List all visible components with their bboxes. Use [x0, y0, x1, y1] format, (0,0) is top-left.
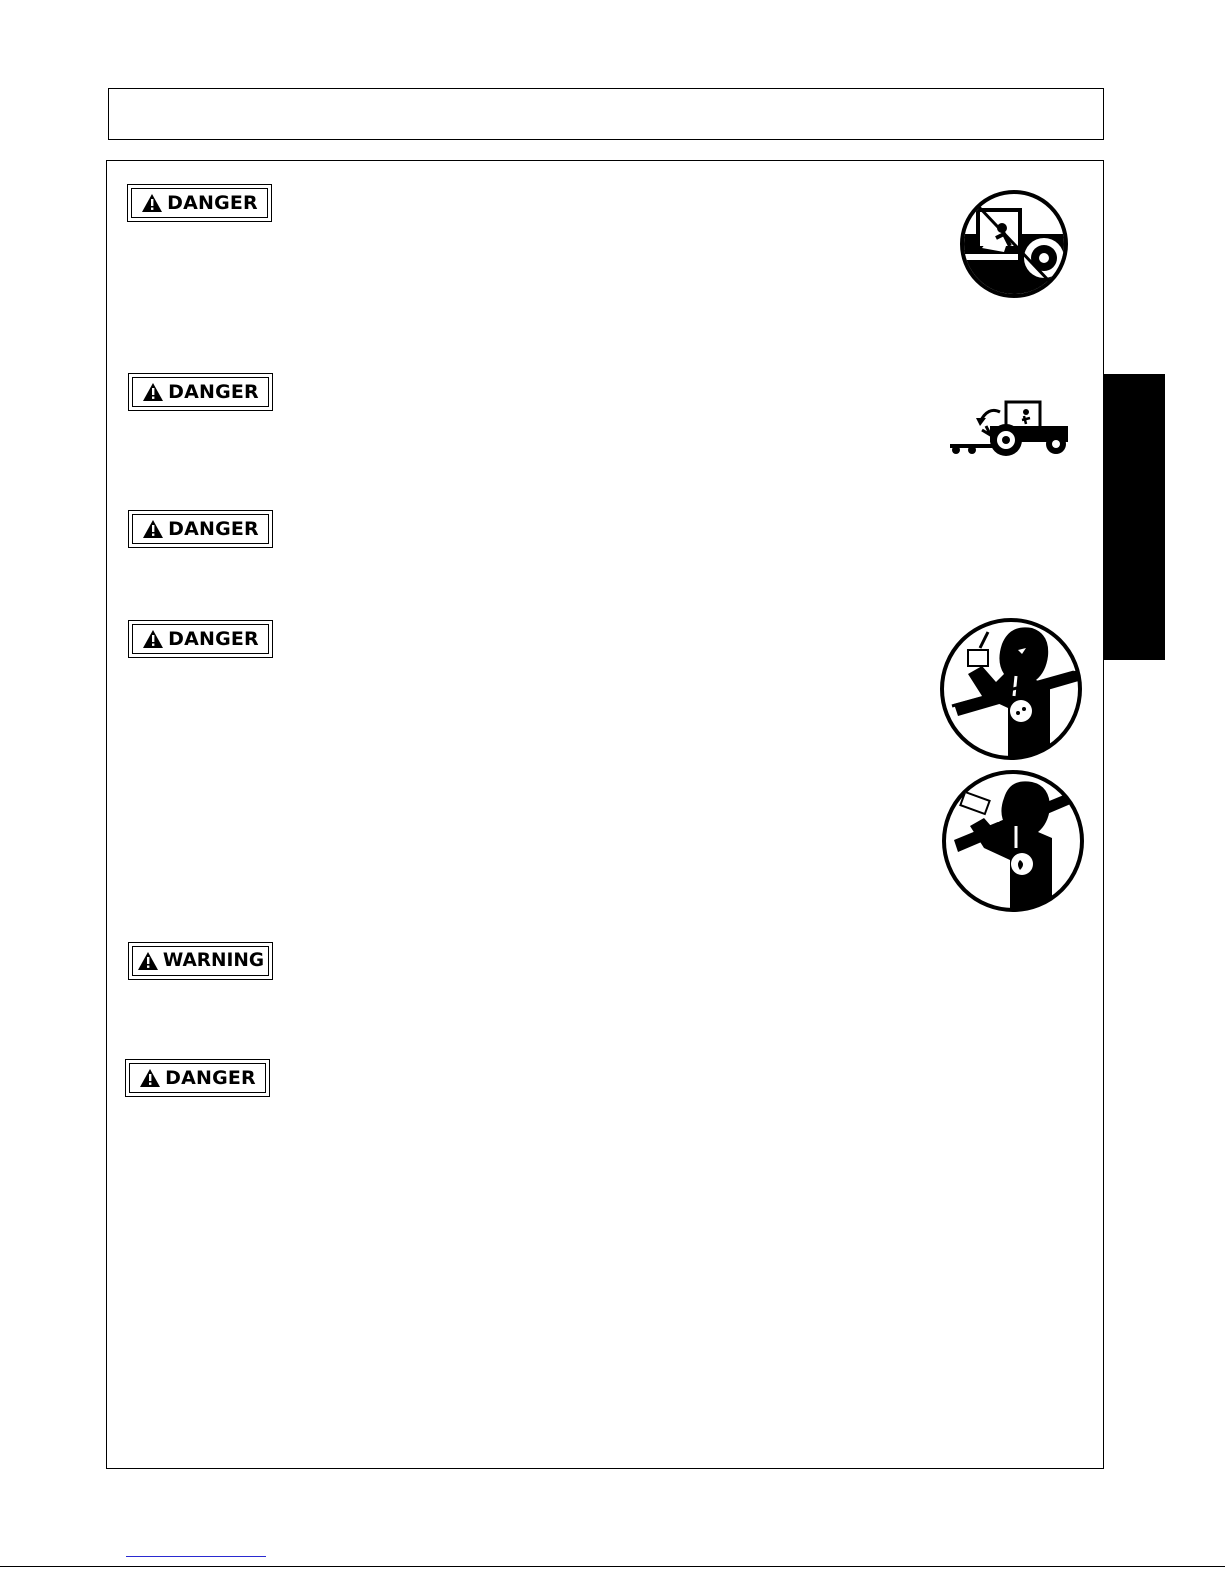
danger-signal-4 — [128, 620, 273, 658]
warning-triangle-icon — [141, 193, 163, 213]
danger-signal-1 — [127, 184, 272, 222]
footer-link-underline[interactable] — [126, 1556, 266, 1558]
danger-signal-3 — [128, 510, 273, 548]
warning-signal — [128, 942, 273, 980]
section-tab — [1104, 374, 1165, 660]
warning-triangle-icon — [142, 629, 164, 649]
bottom-rule — [0, 1566, 1225, 1568]
page-header-box — [108, 88, 1104, 140]
signal-word: DANGER — [168, 380, 259, 403]
no-drugs-icon — [940, 768, 1086, 914]
no-riders-icon — [958, 188, 1070, 300]
danger-signal-6 — [125, 1059, 270, 1097]
warning-triangle-icon — [142, 519, 164, 539]
warning-triangle-icon — [137, 951, 159, 971]
warning-triangle-icon — [142, 382, 164, 402]
danger-signal-2 — [128, 373, 273, 411]
signal-word: DANGER — [165, 1066, 256, 1089]
signal-word: WARNING — [162, 949, 265, 971]
no-alcohol-icon — [938, 616, 1084, 762]
signal-word: DANGER — [168, 517, 259, 540]
signal-word: DANGER — [167, 191, 258, 214]
signal-word: DANGER — [168, 627, 259, 650]
tractor-rollover-icon — [946, 396, 1074, 458]
warning-triangle-icon — [139, 1068, 161, 1088]
